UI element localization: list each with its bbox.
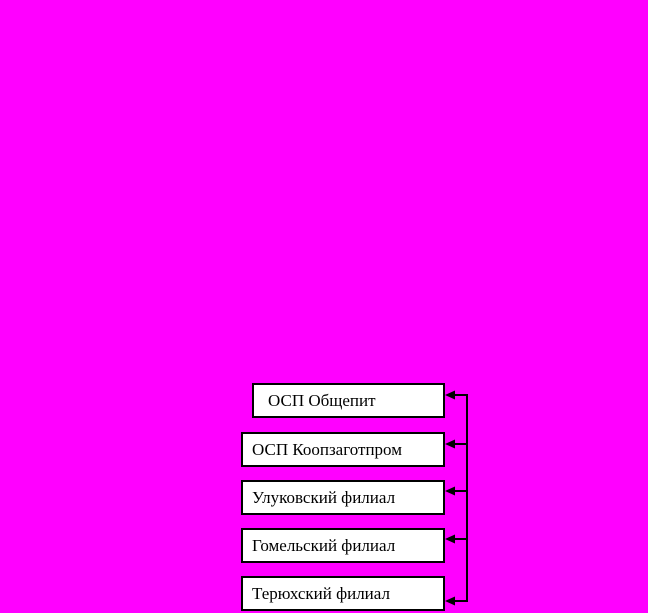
org-box-label: ОСП Общепит xyxy=(268,390,376,410)
connector-trunk-line xyxy=(453,395,467,601)
org-box-label: Терюхский филиал xyxy=(252,583,390,603)
org-box-label: ОСП Коопзаготпром xyxy=(252,439,402,459)
org-box-osp-koopzagotprom xyxy=(241,432,445,467)
arrowhead-left-icon xyxy=(445,391,455,400)
org-box-osp-obshchepit xyxy=(252,383,445,418)
arrowhead-left-icon xyxy=(445,597,455,606)
org-box-gomelskiy-filial xyxy=(241,528,445,563)
arrowhead-left-icon xyxy=(445,440,455,449)
org-box-ulukovskiy-filial xyxy=(241,480,445,515)
arrowhead-left-icon xyxy=(445,487,455,496)
org-box-label: Гомельский филиал xyxy=(252,535,396,555)
org-box-teryukhskiy-filial xyxy=(241,576,445,611)
arrowhead-left-icon xyxy=(445,535,455,544)
org-box-label: Улуковский филиал xyxy=(252,487,396,507)
